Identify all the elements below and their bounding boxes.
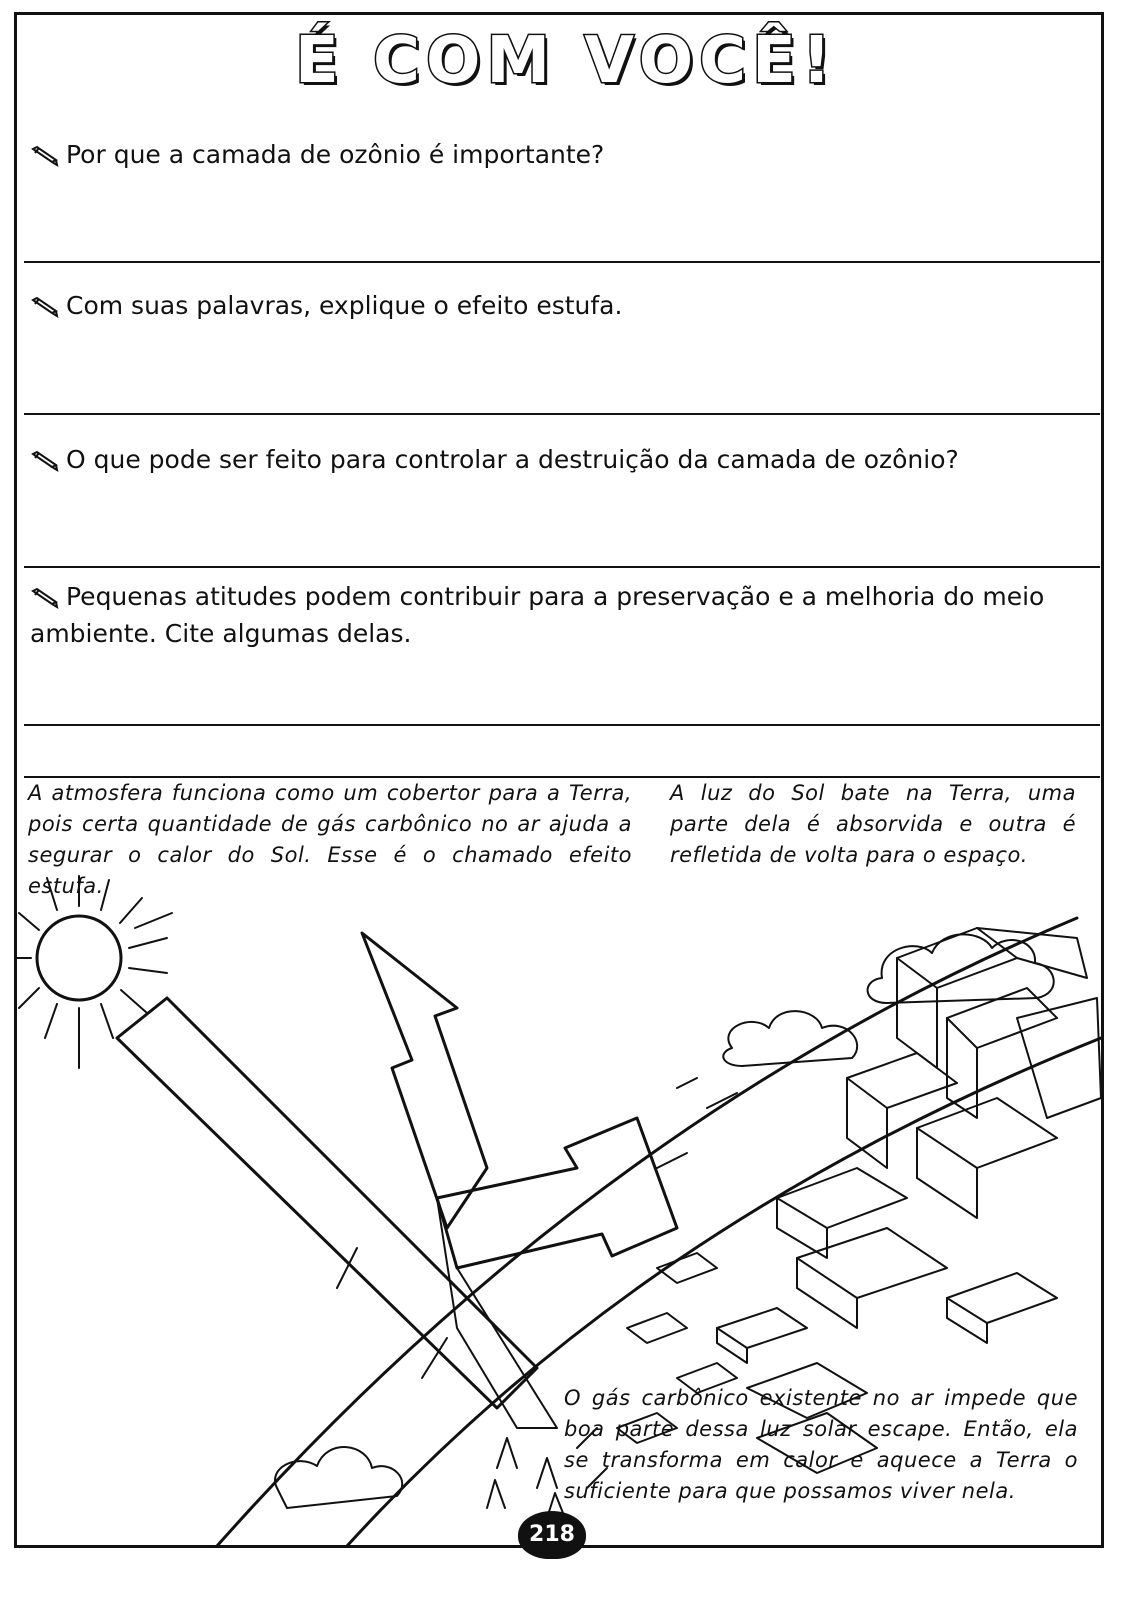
question-1	[30, 136, 1092, 173]
pencil-icon	[30, 296, 60, 318]
sunlight-beam	[117, 998, 537, 1408]
page-title: É COM VOCÊ!	[294, 24, 838, 98]
sun-icon	[37, 916, 121, 1000]
answer-line-1[interactable]	[24, 261, 1100, 263]
question-1-text: Por que a camada de ozônio é importante?	[66, 140, 605, 169]
answer-line-3[interactable]	[24, 566, 1100, 568]
cloud	[275, 1447, 402, 1508]
caption-left: A atmosfera funciona como um cobertor para a Terra, pois certa quantidade de gás carbônico no ar ajuda a segurar o calor do Sol. Esse é o chamado efeito estufa.	[28, 781, 632, 898]
pencil-icon	[30, 450, 60, 472]
question-2-text: Com suas palavras, explique o efeito estufa.	[66, 291, 623, 320]
question-4	[30, 578, 1092, 652]
caption-bottom: O gás carbônico existente no ar impede que boa parte dessa luz solar escape. Então, ela se transforma em calor e aquece a Terra o suficiente para que possamos viver nela.	[564, 1386, 1078, 1503]
title-block	[0, 24, 1132, 98]
pencil-icon	[30, 587, 60, 609]
answer-line-4[interactable]	[24, 724, 1100, 726]
page-number: 218	[518, 1511, 586, 1559]
question-4-text: Pequenas atitudes podem contribuir para a preservação e a melhoria do meio ambiente. Cite algumas delas.	[30, 582, 1045, 648]
absorbed-arrow	[437, 1118, 677, 1268]
caption-right: A luz do Sol bate na Terra, uma parte dela é absorvida e outra é refletida de volta para o espaço.	[670, 781, 1076, 867]
question-3-text: O que pode ser feito para controlar a destruição da camada de ozônio?	[66, 445, 959, 474]
reflected-arrow	[362, 933, 487, 1228]
cloud	[868, 934, 1054, 1003]
pencil-icon	[30, 145, 60, 167]
cloud	[723, 1011, 857, 1066]
question-2	[30, 287, 1092, 324]
question-3	[30, 441, 1092, 478]
answer-line-2[interactable]	[24, 413, 1100, 415]
